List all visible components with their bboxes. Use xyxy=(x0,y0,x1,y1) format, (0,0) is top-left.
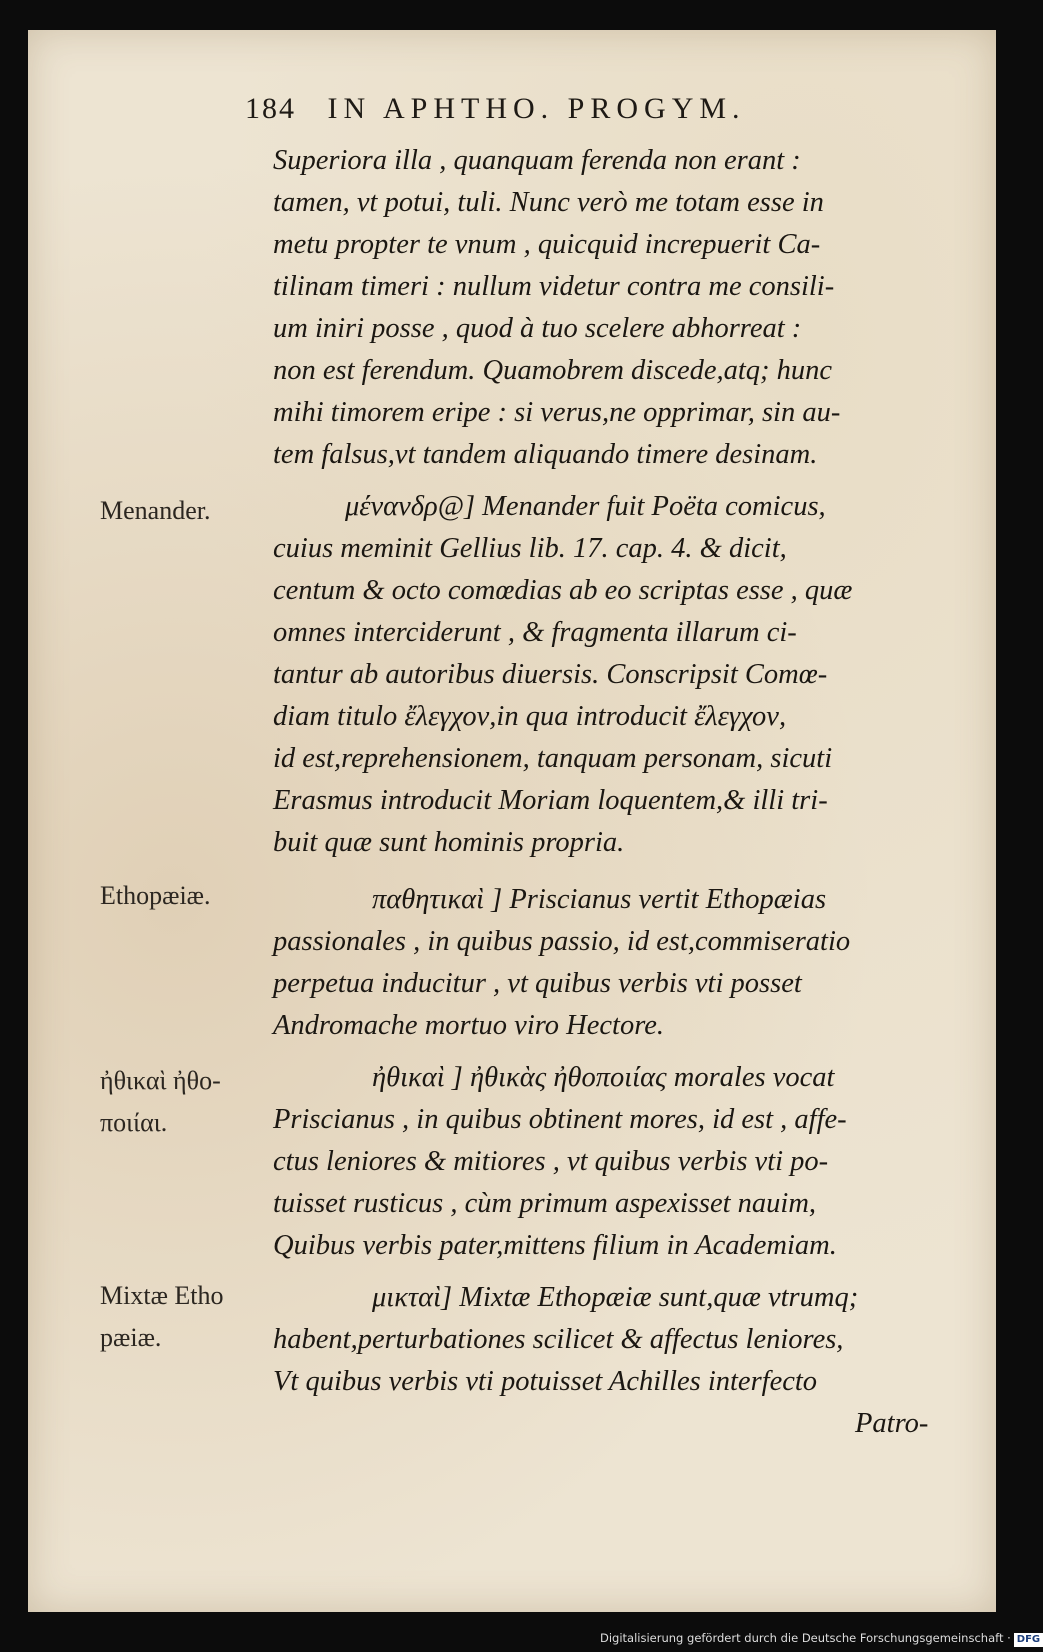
text-line: Andromache mortuo viro Hectore. xyxy=(273,1010,664,1041)
credit-text: Digitalisierung gefördert durch die Deutsche Forschungsgemeinschaft · xyxy=(600,1631,1011,1645)
text-line: diam titulo ἔλεγχον,in qua introducit ἔλεγχον, xyxy=(273,701,787,732)
text-line: non est ferendum. Quamobrem discede,atq; hunc xyxy=(273,355,833,386)
text-line: centum & octo comœdias ab eo scriptas esse , quæ xyxy=(273,575,853,606)
text-line: mihi timorem eripe : si verus,ne opprimar, sin au- xyxy=(273,397,841,428)
running-header xyxy=(245,92,965,134)
text-line: tuisset rusticus , cùm primum aspexisset nauim, xyxy=(273,1188,817,1219)
text-line: passionales , in quibus passio, id est,commiseratio xyxy=(273,926,851,957)
text-line: παθητικαὶ ] Priscianus vertit Ethopæias xyxy=(372,884,827,915)
text-line: μικταὶ] Mixtæ Ethopæiæ sunt,quæ vtrumq; xyxy=(372,1282,859,1313)
catchword: Patro- xyxy=(855,1408,929,1439)
text-line: Priscianus , in quibus obtinent mores, id est , affe- xyxy=(273,1104,847,1135)
text-line: um iniri posse , quod à tuo scelere abhorreat : xyxy=(273,313,802,344)
running-title: IN APHTHO. PROGYM. xyxy=(327,92,746,125)
margin-note-ethopaeiae: Ethopæiæ. xyxy=(100,881,211,910)
text-line: id est,reprehensionem, tanquam personam, sicuti xyxy=(273,743,833,774)
text-line: habent,perturbationes scilicet & affectus leniores, xyxy=(273,1324,844,1355)
text-line: Erasmus introducit Moriam loquentem,& illi tri- xyxy=(273,785,828,816)
text-line: cuius meminit Gellius lib. 17. cap. 4. & dicit, xyxy=(273,533,787,564)
dfg-logo: DFG xyxy=(1014,1633,1043,1647)
margin-note-menander: Menander. xyxy=(100,496,211,525)
text-line: perpetua inducitur , vt quibus verbis vti posset xyxy=(273,968,802,999)
text-line: Vt quibus verbis vti potuisset Achilles interfecto xyxy=(273,1366,818,1397)
margin-note-mixtae: Mixtæ Etho pæiæ. xyxy=(100,1281,224,1352)
text-line: tem falsus,vt tandem aliquando timere desinam. xyxy=(273,439,818,470)
text-line: ἠθικαὶ ] ἠθικὰς ἠθοποιίας morales vocat xyxy=(372,1062,835,1093)
page-number: 184 xyxy=(245,92,296,125)
text-line: tantur ab autoribus diuersis. Conscripsit Comœ- xyxy=(273,659,828,690)
digitization-credit xyxy=(600,1628,1041,1648)
text-line: buit quæ sunt hominis propria. xyxy=(273,827,625,858)
text-line: tamen, vt potui, tuli. Nunc verò me totam esse in xyxy=(273,187,824,218)
text-line: omnes interciderunt , & fragmenta illarum ci- xyxy=(273,617,797,648)
text-line: μένανδρ@] Menander fuit Poëta comicus, xyxy=(345,491,826,522)
text-line: tilinam timeri : nullum videtur contra me consili- xyxy=(273,271,835,302)
text-line: Superiora illa , quanquam ferenda non erant : xyxy=(273,145,801,176)
text-line: ctus leniores & mitiores , vt quibus verbis vti po- xyxy=(273,1146,829,1177)
text-line: Quibus verbis pater,mittens filium in Academiam. xyxy=(273,1230,837,1261)
text-line: metu propter te vnum , quicquid increpuerit Ca- xyxy=(273,229,821,260)
margin-note-ethikai: ἠθικαὶ ἠθο- ποιίαι. xyxy=(100,1066,221,1137)
